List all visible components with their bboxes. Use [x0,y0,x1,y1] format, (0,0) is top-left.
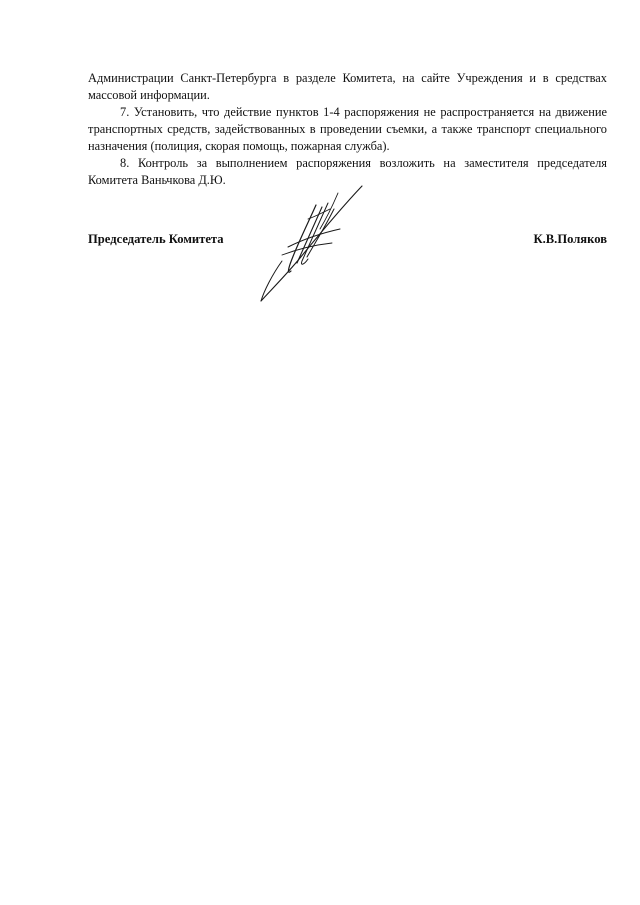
document-body [88,70,607,189]
handwritten-signature [252,183,367,308]
signer-position-title: Председатель Комитета [88,232,224,246]
paragraph-item-7: 7. Установить, что действие пунктов 1-4 распоряжения не распространяется на движение транспортных средств, задействованных в проведении съемки, а также транспорт специального назначения (полиция, скорая помощь, пожарная служба). [88,105,607,153]
paragraph-continuation: Администрации Санкт-Петербурга в разделе Комитета, на сайте Учреждения и в средствах массовой информации. [88,71,607,102]
paragraph-item-8: 8. Контроль за выполнением распоряжения возложить на заместителя председателя Комитета Ваньчкова Д.Ю. [88,156,607,187]
signer-name: К.В.Поляков [533,232,607,246]
